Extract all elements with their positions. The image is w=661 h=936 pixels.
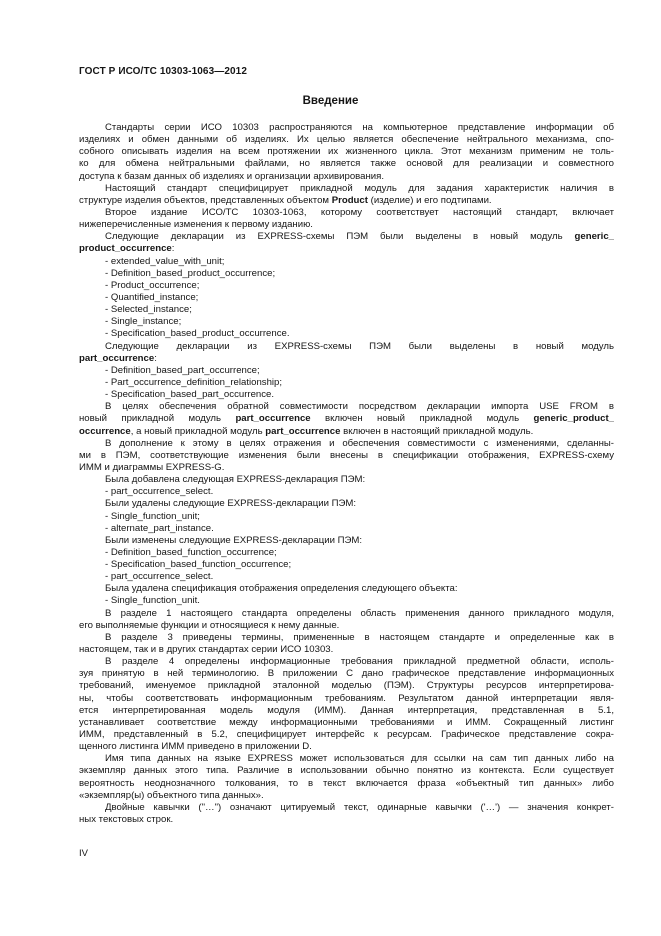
text-line: настоящем, так и в других стандартах серии ИСО 10303. [79, 644, 334, 656]
text-line: изделиях и обмен данными об изделиях. Их целью является обеспечение нейтрального механизма, спо- [79, 134, 614, 146]
text-line: В разделе 3 приведены термины, примененные в настоящем стандарте и определенные как в [105, 631, 614, 643]
module-name: generic_product_ [533, 413, 614, 425]
text-line: экземпляр данных этого типа. Различие в использовании обычно понятно из контекста. Если существует [79, 765, 614, 777]
text-line: Настоящий стандарт специфицирует прикладной модуль для задания характеристик наличия в [105, 182, 614, 194]
text-line: ИММ, представленный в 5.2, специфицирует интерфейс к ресурсам. Графическое представление сокра- [79, 729, 614, 741]
page-number: IV [79, 848, 88, 859]
paragraph-edition [79, 207, 614, 231]
text-line: новый прикладной модуль part_occurrence включен новый прикладной модуль generic_product_ [79, 413, 614, 425]
text-line: «экземпляр(ы) объектного типа данных». [79, 789, 264, 801]
text-line: В дополнение к этому в целях отражения и обеспечения совместимости с изменениями, сделанны- [105, 437, 614, 449]
list-item: - Selected_instance; [105, 304, 192, 316]
list-item: - Specification_based_part_occurrence. [105, 389, 275, 401]
text-line: Двойные кавычки ("…") означают цитируемый текст, одинарные кавычки ('…') — значения конкрет- [105, 801, 614, 813]
paragraph-section-1 [79, 608, 614, 632]
list-item: - Quantified_instance; [105, 291, 199, 303]
list-item: - Specification_based_product_occurrence. [105, 328, 290, 340]
paragraph-generic-module [79, 231, 614, 255]
list-item: - Single_function_unit. [105, 595, 200, 607]
text-line: структуре изделия объектов, представленных объектом Product (изделие) и его подтипами. [79, 194, 492, 206]
text-line: ется интерпретированная модель модуля (ИММ). Данная интерпретация, представленная в 5.1, [79, 704, 614, 716]
text-line: щенного листинга ИММ приведено в приложении D. [79, 741, 312, 753]
module-name: occurrence [79, 425, 131, 437]
text-line: occurrence, а новый прикладной модуль part_occurrence включен в настоящий прикладной модуль. [79, 425, 534, 437]
text-line: устанавливает соответствие между информационными требованиями и ИММ. Сокращенный листинг [79, 716, 614, 728]
text-line: Имя типа данных на языке EXPRESS может использоваться для ссылки на сам тип данных либо на [105, 753, 614, 765]
body-text [79, 122, 614, 826]
module-name: generic_ [574, 231, 614, 243]
text-line: Второе издание ИСО/ТС 10303-1063, которому соответствует настоящий стандарт, включает [105, 206, 614, 218]
list-item: - Single_instance; [105, 316, 182, 328]
text-line: ны, чтобы соответствовать информационным требованиям. Результатом данной интерпретации явля- [79, 692, 614, 704]
list-item: - Single_function_unit; [105, 510, 200, 522]
text-line: Следующие декларации из EXPRESS-схемы ПЭМ были выделены в новый модуль generic_ [105, 231, 614, 243]
list-heading: Были изменены следующие EXPRESS-декларации ПЭМ: [105, 534, 363, 546]
text-line: нижеперечисленные изменения к первому изданию. [79, 219, 313, 231]
paragraph-part-module [79, 341, 614, 365]
text-line: ных текстовых строк. [79, 814, 174, 826]
list-item: - Specification_based_function_occurrence; [105, 559, 292, 571]
change-list [79, 474, 614, 608]
list-heading: Была удалена спецификация отображения определения следующего объекта: [105, 583, 458, 595]
text-line: требований, именуемое прикладной эталонной моделью (ПЭМ). Структуры ресурсов интерпретирова- [79, 680, 614, 692]
module-name: part_occurrence [265, 425, 341, 437]
list-item: - part_occurrence_select. [105, 486, 214, 498]
text-line: В разделе 4 определены информационные требования прикладной предметной области, исполь- [105, 656, 614, 668]
module-name: part_occurrence [235, 413, 311, 425]
list-item: - Definition_based_function_occurrence; [105, 546, 277, 558]
document-code-header: ГОСТ Р ИСО/ТС 10303-1063—2012 [79, 66, 247, 77]
paragraph-quotes [79, 802, 614, 826]
text-line: Следующие декларации из EXPRESS-схемы ПЭМ были выделены в новый модуль [105, 340, 614, 352]
list-item: - Part_occurrence_definition_relationship; [105, 376, 283, 388]
list-item: - Definition_based_part_occurrence; [105, 364, 260, 376]
text-line: ми в ПЭМ, соответствующие изменения были внесены в спецификации отображения, EXPRESS-схему [79, 449, 614, 461]
entity-name: Product [331, 194, 368, 206]
paragraph-overview [79, 122, 614, 183]
paragraph-arm-changes [79, 438, 614, 474]
list-item: - Definition_based_product_occurrence; [105, 267, 276, 279]
text-line: ИММ и диаграммы EXPRESS-G. [79, 461, 225, 473]
text-line: В разделе 1 настоящего стандарта определены область применения данного прикладного модуля, [105, 607, 614, 619]
list-item: - Product_occurrence; [105, 279, 200, 291]
module-name: part_occurrence [79, 352, 155, 364]
paragraph-express-types [79, 753, 614, 802]
text-line: зуя принятую в ней терминологию. В приложении С дано графическое представление информационных [79, 668, 614, 680]
text-line: вероятность неоднозначного толкования, то в текст включается фраза «объектный тип данных» либо [79, 777, 614, 789]
paragraph-compatibility [79, 401, 614, 437]
text-line: part_occurrence: [79, 352, 157, 364]
section-title: Введение [302, 95, 359, 107]
text-line: ко для обмена нейтральными файлами, но является также основой для реализации и совместного [79, 158, 614, 170]
text-line: В целях обеспечения обратной совместимости посредством декларации импорта USE FROM в [105, 401, 614, 413]
text-line: product_occurrence: [79, 243, 175, 255]
list-item: - part_occurrence_select. [105, 571, 214, 583]
paragraph-scope [79, 183, 614, 207]
text-line: Стандарты серии ИСО 10303 распространяются на компьютерное представление информации об [105, 122, 614, 133]
text-line: доступа к базам данных об изделиях и организации архивирования. [79, 170, 385, 182]
list-item: - extended_value_with_unit; [105, 255, 225, 267]
declaration-list-part [79, 365, 614, 401]
declaration-list-generic [79, 256, 614, 341]
list-item: - alternate_part_instance. [105, 522, 214, 534]
paragraph-section-4 [79, 656, 614, 753]
text-line: его выполняемые функции и относящиеся к нему данные. [79, 619, 340, 631]
text-line: собного описывать изделия на всем протяжении их жизненного цикла. Этот механизм применим не толь- [79, 146, 614, 158]
paragraph-section-3 [79, 632, 614, 656]
list-heading: Были удалены следующие EXPRESS-декларации ПЭМ: [105, 498, 357, 510]
module-name: product_occurrence [79, 243, 172, 255]
list-heading: Была добавлена следующая EXPRESS-декларация ПЭМ: [105, 474, 366, 486]
